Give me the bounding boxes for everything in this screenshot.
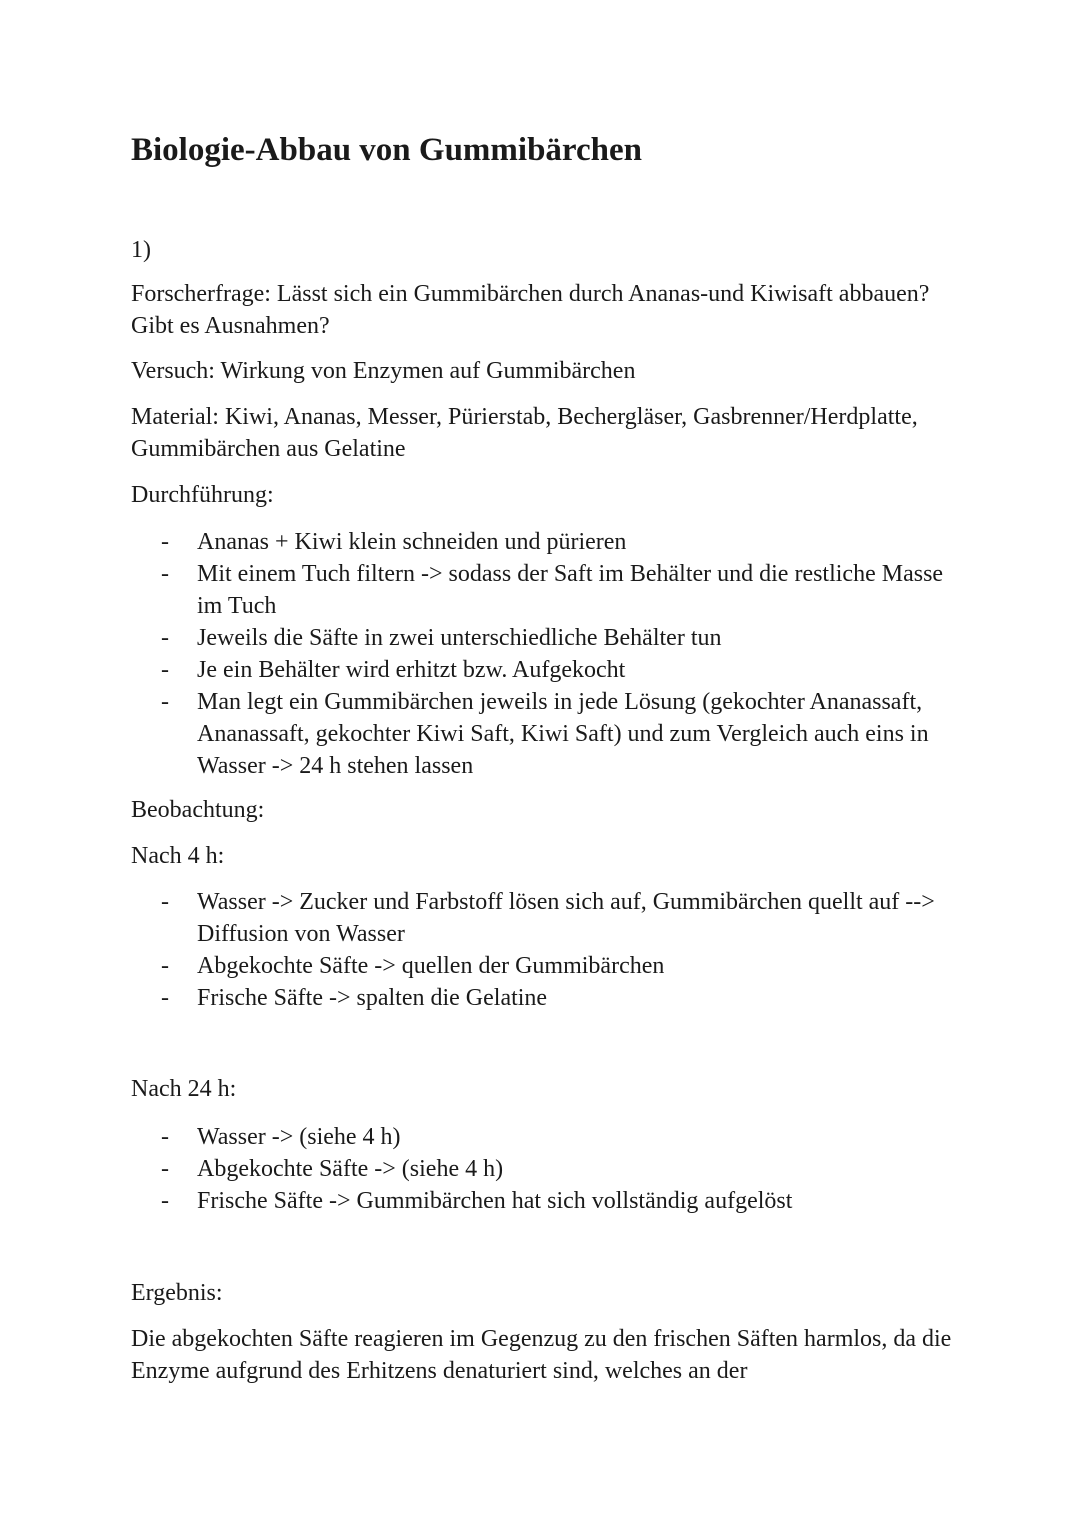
list-item [131, 886, 971, 950]
list-item-text: Wasser -> Zucker und Farbstoff lösen sich auf, Gummibärchen quellt auf --> Diffusion von Wasser [197, 889, 935, 947]
procedure-list [131, 526, 971, 782]
list-item-text: Frische Säfte -> Gummibärchen hat sich vollständig aufgelöst [197, 1188, 793, 1214]
list-item [131, 686, 971, 782]
list-item [131, 526, 971, 558]
result-text: Die abgekochten Säfte reagieren im Gegenzug zu den frischen Säften harmlos, da die Enzyme aufgrund des Erhitzens denaturiert sind, welches an der [131, 1326, 952, 1384]
list-item [131, 1153, 971, 1185]
document-title: Biologie-Abbau von Gummibärchen [131, 132, 642, 168]
list-dash: - [161, 1188, 169, 1214]
list-dash: - [161, 953, 169, 979]
result-heading: Ergebnis: [131, 1280, 223, 1306]
list-dash: - [161, 689, 169, 715]
list-item-text: Mit einem Tuch filtern -> sodass der Saft im Behälter und die restliche Masse im Tuch [197, 561, 944, 619]
list-dash: - [161, 657, 169, 683]
list-dash: - [161, 529, 169, 555]
observation-heading: Beobachtung: [131, 797, 265, 823]
list-item [131, 654, 971, 686]
list-item-text: Jeweils die Säfte in zwei unterschiedliche Behälter tun [197, 625, 722, 651]
list-dash: - [161, 625, 169, 651]
after-24h-heading: Nach 24 h: [131, 1076, 237, 1102]
material-line: Material: Kiwi, Ananas, Messer, Pürierstab, Bechergläser, Gasbrenner/Herdplatte, Gummibärchen aus Gelatine [131, 404, 918, 462]
list-item [131, 1121, 971, 1153]
list-item [131, 558, 971, 622]
list-item-text: Abgekochte Säfte -> quellen der Gummibärchen [197, 953, 665, 979]
list-dash: - [161, 985, 169, 1011]
list-item-text: Frische Säfte -> spalten die Gelatine [197, 985, 548, 1011]
list-item-text: Ananas + Kiwi klein schneiden und pürieren [197, 529, 627, 555]
list-item [131, 950, 971, 982]
after-4h-list [131, 886, 971, 1014]
list-item [131, 982, 971, 1014]
list-item-text: Wasser -> (siehe 4 h) [197, 1124, 401, 1150]
experiment-line: Versuch: Wirkung von Enzymen auf Gummibärchen [131, 358, 636, 384]
list-item [131, 1185, 971, 1217]
list-item-text: Je ein Behälter wird erhitzt bzw. Aufgekocht [197, 657, 626, 683]
procedure-heading: Durchführung: [131, 482, 274, 508]
list-item [131, 622, 971, 654]
list-dash: - [161, 889, 169, 915]
after-24h-list [131, 1121, 971, 1217]
list-dash: - [161, 1124, 169, 1150]
after-4h-heading: Nach 4 h: [131, 843, 225, 869]
list-dash: - [161, 1156, 169, 1182]
list-dash: - [161, 561, 169, 587]
list-item-text: Abgekochte Säfte -> (siehe 4 h) [197, 1156, 504, 1182]
research-question: Forscherfrage: Lässt sich ein Gummibärchen durch Ananas-und Kiwisaft abbauen? Gibt es Ausnahmen? [131, 281, 930, 339]
list-item-text: Man legt ein Gummibärchen jeweils in jede Lösung (gekochter Ananassaft, Ananassaft, gekochter Kiwi Saft, Kiwi Saft) und zum Vergleich auch eins in Wasser -> 24 h stehen lassen [197, 689, 929, 779]
task-number: 1) [131, 237, 151, 263]
